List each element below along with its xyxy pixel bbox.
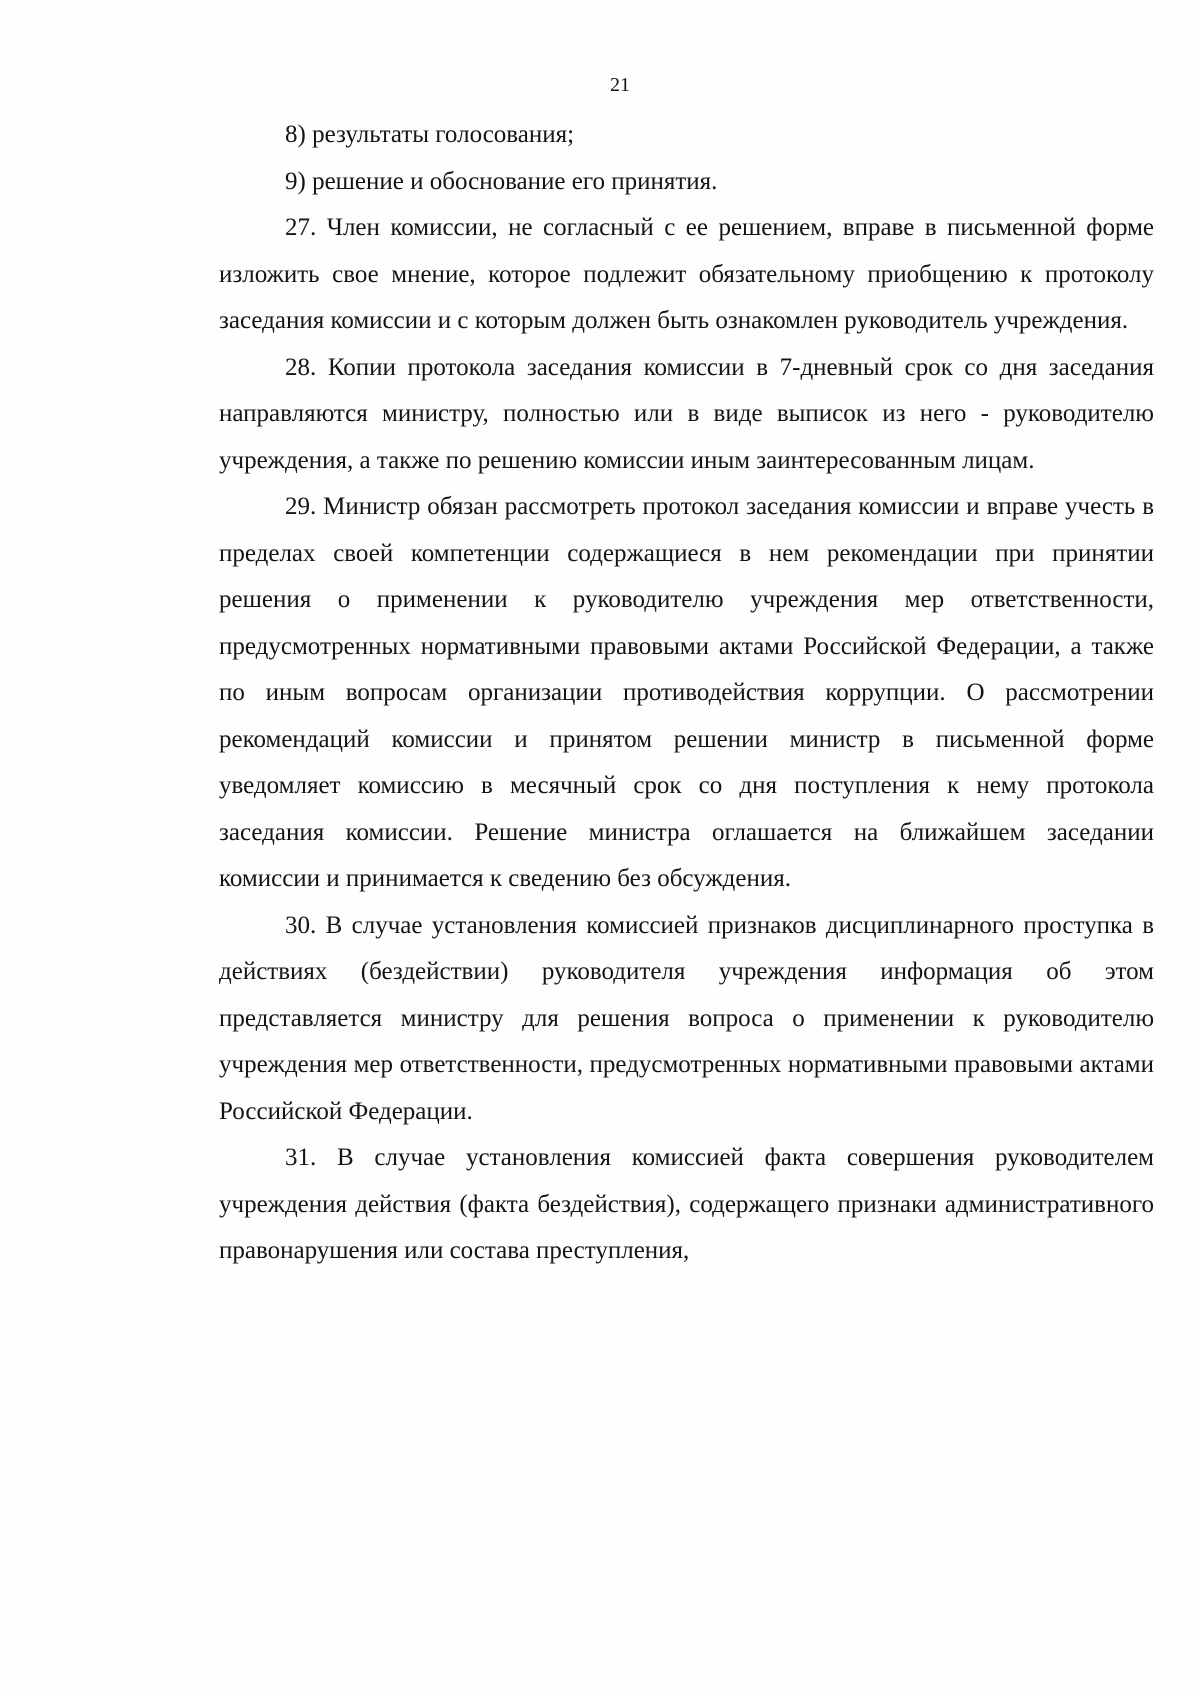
clause-31: 31. В случае установления комиссией факта совершения руководителем учреждения действия (факта бездействия), содержащего признаки административного правонарушения или состава преступления, — [219, 1144, 1154, 1264]
clause-30: 30. В случае установления комиссией признаков дисциплинарного проступка в действиях (бездействии) руководителя учреждения информация об этом представляется министру для решения вопроса о применении к руководителю учреждения мер ответственности, предусмотренных нормативными правовыми актами Российской Федерации. — [219, 911, 1154, 1125]
page-number: 21 — [610, 74, 630, 96]
clause-27: 27. Член комиссии, не согласный с ее решением, вправе в письменной форме изложить свое мнение, которое подлежит обязательному приобщению к протоколу заседания комиссии и с которым должен быть ознакомлен руководитель учреждения. — [219, 214, 1154, 334]
list-item-9: 9) решение и обоснование его принятия. — [285, 167, 718, 195]
clause-29: 29. Министр обязан рассмотреть протокол заседания комиссии и вправе учесть в пределах своей компетенции содержащиеся в нем рекомендации при принятии решения о применении к руководителю учреждения мер ответственности, предусмотренных нормативными правовыми актами Российской Федерации, а также по иным вопросам организации противодействия коррупции. О рассмотрении рекомендаций комиссии и принятом решении министр в письменной форме уведомляет комиссию в месячный срок со дня поступления к нему протокола заседания комиссии. Решение министра оглашается на ближайшем заседании комиссии и принимается к сведению без обсуждения. — [219, 493, 1154, 892]
document-body — [219, 112, 1154, 1275]
clause-28: 28. Копии протокола заседания комиссии в 7-дневный срок со дня заседания направляются министру, полностью или в виде выписок из него - руководителю учреждения, а также по решению комиссии иным заинтересованным лицам. — [219, 353, 1154, 474]
list-item-8: 8) результаты голосования; — [285, 121, 575, 148]
